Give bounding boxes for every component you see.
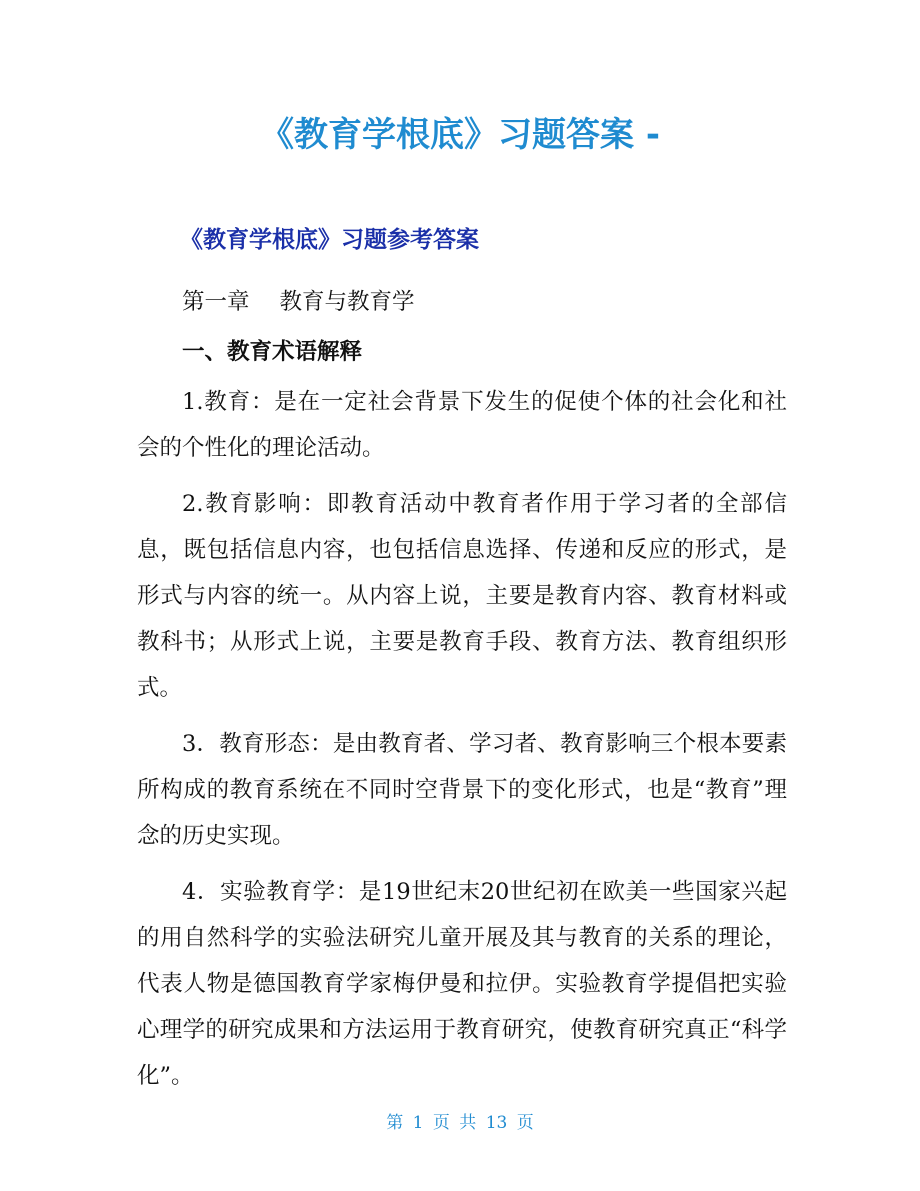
footer-middle: 页 共 bbox=[432, 1113, 477, 1133]
chapter-name: 教育与教育学 bbox=[279, 289, 415, 315]
paragraph-educational-form: 3．教育形态：是由教育者、学习者、教育影响三个根本要素所构成的教育系统在不同时空背景下的变化形式，也是“教育”理念的历史实现。 bbox=[137, 731, 787, 849]
paragraph-education: 1.教育：是在一定社会背景下发生的促使个体的社会化和社会的个性化的理论活动。 bbox=[137, 389, 787, 461]
chapter-number: 第一章 bbox=[182, 289, 250, 315]
document-body bbox=[137, 279, 787, 1099]
footer-suffix: 页 bbox=[516, 1113, 534, 1133]
document-subtitle: 《教育学根底》习题参考答案 bbox=[180, 227, 479, 253]
paragraph-experimental-pedagogy: 4．实验教育学：是19世纪末20世纪初在欧美一些国家兴起的用自然科学的实验法研究儿童开展及其与教育的关系的理论，代表人物是德国教育学家梅伊曼和拉伊。实验教育学提倡把实验心理学的研究成果和方法运用于教育研究，使教育研究真正“科学化”。 bbox=[137, 879, 787, 1089]
footer-prefix: 第 bbox=[386, 1113, 404, 1133]
paragraph-educational-influence: 2.教育影响：即教育活动中教育者作用于学习者的全部信息，既包括信息内容，也包括信息选择、传递和反应的形式，是形式与内容的统一。从内容上说，主要是教育内容、教育材料或教科书；从形式上说，主要是教育手段、教育方法、教育组织形式。 bbox=[137, 491, 787, 701]
page-footer bbox=[0, 1111, 920, 1135]
section-heading: 一、教育术语解释 bbox=[182, 339, 363, 365]
footer-total-pages: 13 bbox=[485, 1113, 508, 1133]
chapter-heading bbox=[137, 279, 787, 325]
footer-page-number: 1 bbox=[412, 1113, 424, 1133]
document-title: 《教育学根底》习题答案 - bbox=[260, 115, 660, 155]
